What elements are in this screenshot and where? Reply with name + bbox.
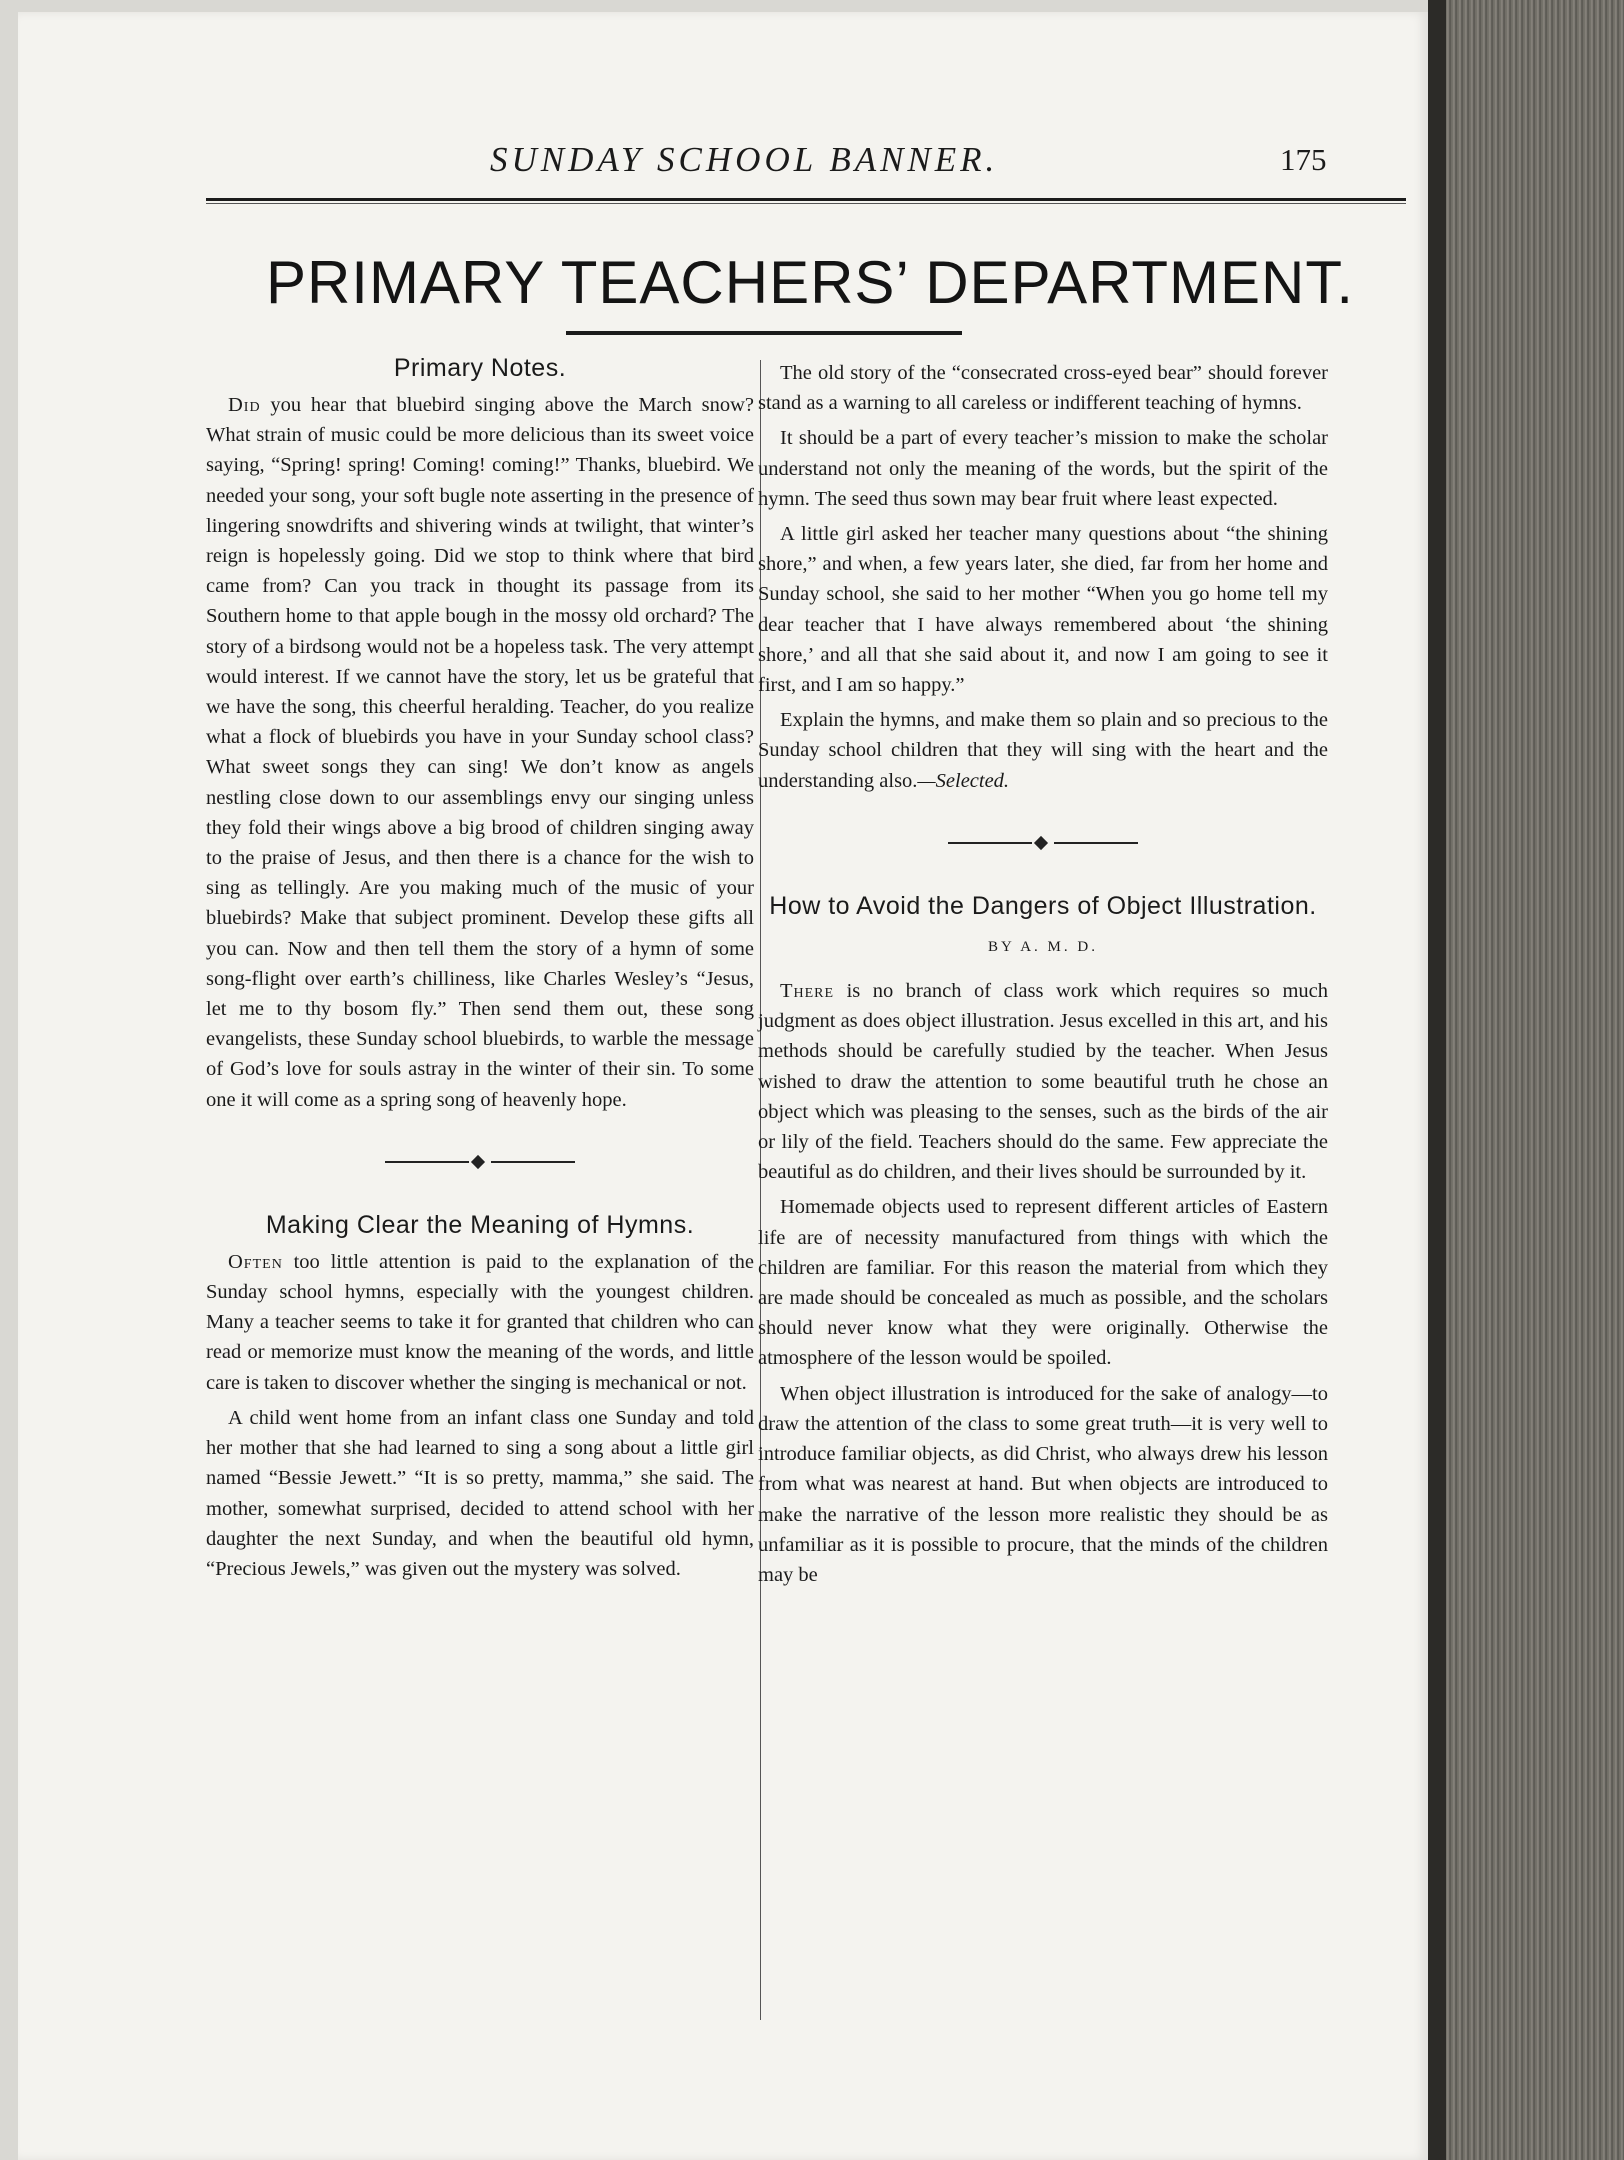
separator-diamond [471,1155,485,1169]
department-title: PRIMARY TEACHERS’ DEPARTMENT. [265,249,1355,316]
paragraph-text: Explain the hymns, and make them so plain and so precious to the Sunday school children that they will sing with the heart and the understanding also. [758,709,1328,792]
page-number: 175 [1280,142,1327,177]
separator-line [948,842,1032,844]
article-paragraph: A child went home from an infant class one Sunday and told her mother that she had learned to sing a song about a little girl named “Bessie Jewett.” “It is so pretty, mamma,” she said. The mother, somewhat surprised, decided to attend school with her daughter the next Sunday, and when the beautiful old hymn, “Precious Jewels,” was given out the mystery was solved. [206,1406,754,1580]
article-paragraph: It should be a part of every teacher’s mission to make the scholar understand not only the meaning of the words, but the spirit of the hymn. The seed thus sown may bear fruit where least expected. [758,427,1328,510]
article-paragraph: When object illustration is introduced for the sake of analogy—to draw the attention of the class to some great truth—it is very well to introduce familiar objects, as did Christ, who always drew his lesson from what was nearest at hand. But when objects are introduced to make the narrative of the lesson more realistic they should be as unfamiliar as it is possible to procure, that the minds of the children may be [758,1382,1328,1586]
article-paragraph: Homemade objects used to represent different articles of Eastern life are of necessity manufactured from things with which the children are familiar. For this reason the material from which they are made should be concealed as much as possible, and the scholars should never know what they were originally. Otherwise the atmosphere of the lesson would be spoiled. [758,1196,1328,1370]
article-paragraph: The old story of the “consecrated cross-eyed bear” should forever stand as a warning to all careless or indifferent teaching of hymns. [758,362,1328,415]
right-column [758,358,1328,1595]
running-head [200,140,1327,190]
paragraph-text: too little attention is paid to the explanation of the Sunday school hymns, especially with the youngest children. Many a teacher seems to take it for granted that children who can read or memorize must know the meaning of the words, and little care is taken to discover whether the singing is mechanical or not. [206,1250,754,1394]
paragraph-lead: There [780,980,835,1003]
separator-diamond [1034,836,1048,850]
header-rule [206,198,1406,201]
paragraph-lead: Did [228,394,261,416]
article-paragraph [206,1247,754,1398]
article-paragraph [758,705,1328,796]
paragraph-lead: Often [228,1250,283,1273]
header-rule-thin [206,203,1406,204]
section-separator [385,1155,575,1169]
article-title-primary-notes: Primary Notes. [393,354,567,382]
separator-line [385,1161,469,1163]
separator-line [1054,842,1138,844]
article-paragraph [206,390,754,1115]
article-title-object-illustration: How to Avoid the Dangers of Object Illustration. [769,891,1317,920]
article-paragraph [758,976,1328,1187]
left-column [206,352,754,1589]
book-spine-shadow [1428,0,1446,2160]
separator-line [491,1161,575,1163]
paragraph-text: you hear that bluebird singing above the March snow? What strain of music could be more delicious than its sweet voice saying, “Spring! spring! Coming! coming!” Thanks, bluebird. We needed your song, your soft bugle note asserting in the presence of lingering snowdrifts and shivering winds at twilight, that winter’s reign is hopelessly going. Did we stop to think where that bird came from? Can you track in thought its passage from its Southern home to that apple bough in the mossy old orchard? The story of a birdsong would not be a hopeless task. The very attempt would interest. If we cannot have the story, let us be grateful that we have the song, this cheerful heralding. Teacher, do you realize what a flock of bluebirds you have in your Sunday school class? What sweet songs they can sing! We don’t know as angels nestling close down to our assemblings envy our singing unless they fold their wings above a big brood of children singing away to the praise of Jesus, and then there is a chance for the wish to sing as tellingly. Are you making much of the music of your bluebirds? Make that subject prominent. Develop these gifts all you can. Now and then tell them the story of a hymn of some song-flight over earth’s chilliness, like Charles Wesley’s “Jesus, let me to thy bosom fly.” Then send them out, these song evangelists, these Sunday school bluebirds, to warble the message of God’s love for souls astray in the winter of their sin. To some one it will come as a spring song of heavenly hope. [206,394,754,1111]
paragraph-text: is no branch of class work which requires so much judgment as does object illustration. Jesus excelled in this art, and his methods should be carefully studied by the teacher. When Jesus wished to draw the attention to some beautiful truth he chose an object which was pleasing to the senses, such as the birds of the air or lily of the field. Teachers should do the same. Few appreciate the beautiful as do children, and their lives should be surrounded by it. [758,980,1328,1184]
section-separator [948,836,1138,850]
article-byline: BY A. M. D. [988,938,1098,955]
article-title-making-clear: Making Clear the Meaning of Hymns. [265,1210,695,1239]
signoff-selected: —Selected. [917,769,1010,792]
book-page-edges [1428,0,1624,2160]
department-title-rule [566,331,962,335]
article-paragraph: A little girl asked her teacher many questions about “the shining shore,” and when, a few years later, she died, far from her home and Sunday school, she said to her mother “When you go home tell my dear teacher that I have always remembered about ‘the shining shore,’ and all that she said about it, and now I am going to see it first, and I am so happy.” [758,523,1328,697]
running-title: SUNDAY SCHOOL BANNER. [490,140,999,179]
